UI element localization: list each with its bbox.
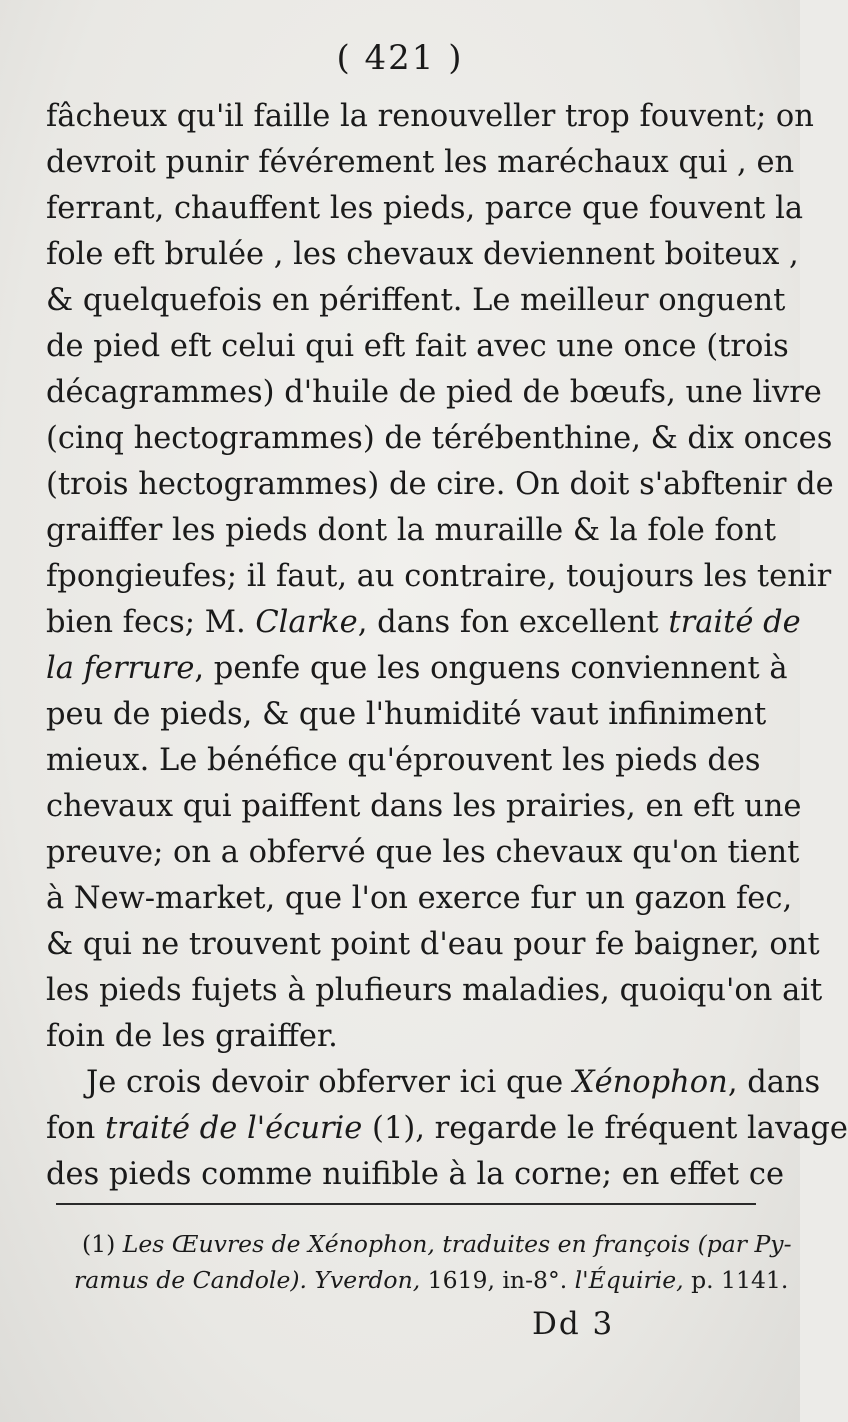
text-line: la ferrure, penfe que les onguens conviennent à — [46, 651, 788, 686]
text-line: mieux. Le bénéfice qu'éprouvent les pieds des — [46, 743, 761, 778]
text-line: (cinq hectogrammes) de térébenthine, & dix onces — [46, 421, 833, 456]
text-line: preuve; on a obfervé que les chevaux qu'on tient — [46, 835, 800, 870]
text-line: fon traité de l'écurie (1), regarde le fréquent lavage — [46, 1111, 848, 1146]
text-line: chevaux qui paiffent dans les prairies, en eft une — [46, 789, 802, 824]
author-name: Clarke — [255, 605, 358, 640]
text-line: foin de les graiffer. — [46, 1019, 338, 1054]
footnote-marker: (1) — [82, 1230, 123, 1258]
text-line: décagrammes) d'huile de pied de bœufs, une livre — [46, 375, 822, 410]
text-line: les pieds fujets à plufieurs maladies, quoiqu'on ait — [46, 973, 823, 1008]
text-line: ferrant, chauffent les pieds, parce que fouvent la — [46, 191, 804, 226]
text-line: & qui ne trouvent point d'eau pour fe baigner, ont — [46, 927, 820, 962]
body-text — [46, 94, 848, 1198]
book-title: la ferrure — [46, 651, 195, 686]
author-name: Xénophon — [572, 1065, 728, 1100]
book-title: traité de l'écurie — [105, 1111, 363, 1146]
text-line: fpongieufes; il faut, au contraire, toujours les tenir — [46, 559, 832, 594]
text-line: devroit punir févérement les maréchaux qui , en — [46, 145, 795, 180]
text-line: des pieds comme nuifible à la corne; en effet ce — [46, 1157, 785, 1192]
text-line: fâcheux qu'il faille la renouveller trop fouvent; on — [46, 99, 814, 134]
text-line: (trois hectogrammes) de cire. On doit s'abftenir de — [46, 467, 834, 502]
text-line: fole eft brulée , les chevaux deviennent boiteux , — [46, 237, 799, 272]
footnote-line: ramus de Candole). Yverdon, 1619, in-8°. l'Équirie, p. 1141. — [74, 1266, 789, 1294]
text-line: à New-market, que l'on exerce fur un gazon fec, — [46, 881, 793, 916]
footnote-line: (1) Les Œuvres de Xénophon, traduites en françois (par Py- — [82, 1230, 792, 1258]
text-line: graiffer les pieds dont la muraille & la fole font — [46, 513, 777, 548]
text-line: bien fecs; M. Clarke, dans fon excellent traité de — [46, 605, 801, 640]
text-line: & quelquefois en périffent. Le meilleur onguent — [46, 283, 786, 318]
footnote-divider — [56, 1203, 756, 1205]
page-number: ( 421 ) — [336, 38, 464, 78]
text-line: de pied eft celui qui eft fait avec une once (trois — [46, 329, 789, 364]
text-line: peu de pieds, & que l'humidité vaut infiniment — [46, 697, 767, 732]
footnote — [74, 1226, 792, 1298]
book-title: traité de — [668, 605, 801, 640]
text-line: Je crois devoir obferver ici que Xénophon, dans — [86, 1065, 821, 1100]
signature-mark: Dd 3 — [532, 1306, 615, 1342]
